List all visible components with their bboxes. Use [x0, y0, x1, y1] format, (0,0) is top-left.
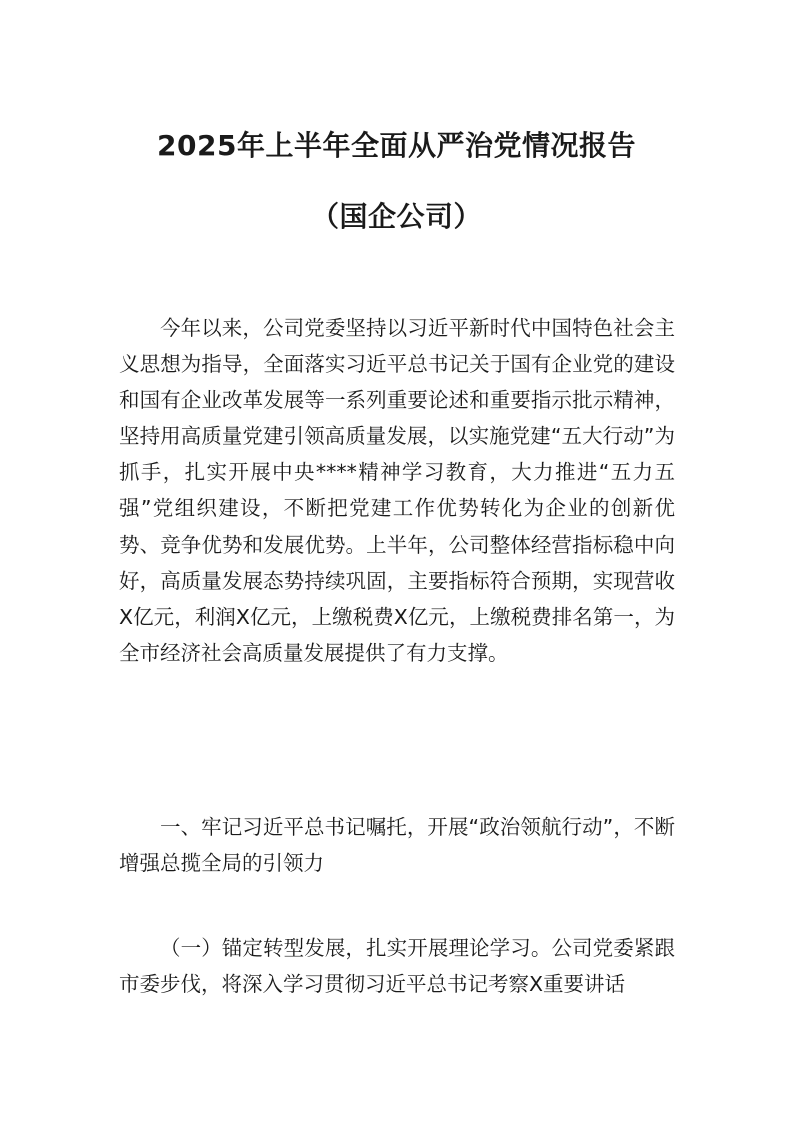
document-subtitle: （国企公司） [310, 200, 482, 233]
subsection-paragraph: （一）锚定转型发展，扎实开展理论学习。公司党委紧跟市委步伐，将深入学习贯彻习近平总书记考察X重要讲话 [119, 936, 675, 997]
intro-paragraph: 今年以来，公司党委坚持以习近平新时代中国特色社会主义思想为指导，全面落实习近平总书记关于国有企业党的建设和国有企业改革发展等一系列重要论述和重要指示批示精神，坚持用高质量党建引领高质量发展，以实施党建“五大行动”为抓手，扎实开展中央****精神学习教育，大力推进“五力五强”党组织建设，不断把党建工作优势转化为企业的创新优势、竞争优势和发展优势。上半年，公司整体经营指标稳中向好，高质量发展态势持续巩固，主要指标符合预期，实现营收X亿元，利润X亿元，上缴税费X亿元，上缴税费排名第一，为全市经济社会高质量发展提供了有力支撑。 [119, 316, 675, 665]
section-heading: 一、牢记习近平总书记嘱托，开展“政治领航行动”，不断增强总揽全局的引领力 [119, 815, 675, 876]
document-title: 2025年上半年全面从严治党情况报告 [157, 129, 636, 162]
